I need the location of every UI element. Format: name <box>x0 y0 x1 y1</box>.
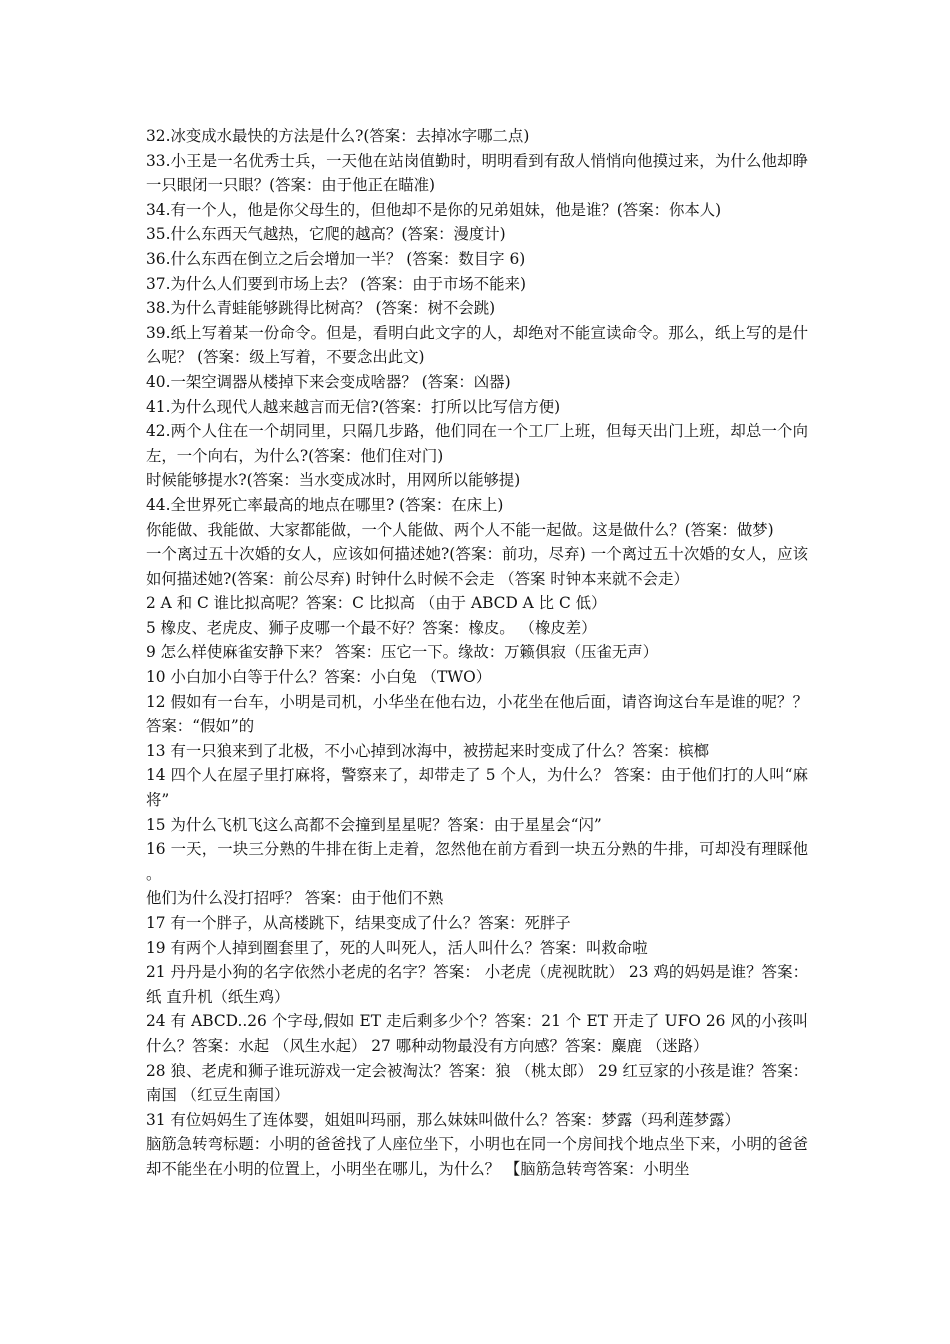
paragraph: 5 橡皮、老虎皮、狮子皮哪一个最不好？答案：橡皮。 （橡皮差） <box>146 618 597 637</box>
paragraph: 42.两个人住在一个胡同里，只隔几步路，他们同在一个工厂上班，但每天出门上班，却总一个向左，一个向右，为什么?(答案：他们住对门) <box>146 422 808 465</box>
paragraph: 10 小白加小白等于什么？答案：小白兔 （TWO） <box>146 668 492 687</box>
paragraph: 14 四个人在屋子里打麻将，警察来了，却带走了 5 个人，为什么？ 答案：由于他们打的人叫“麻将” <box>146 766 808 810</box>
paragraph: 2 A 和 C 谁比拟高呢？答案：C 比拟高 （由于 ABCD A 比 C 低） <box>146 594 607 613</box>
paragraph: 21 丹丹是小狗的名字依然小老虎的名字？答案： 小老虎（虎视眈眈） 23 鸡的妈妈是谁？答案：纸 直升机（纸生鸡） <box>146 963 808 1006</box>
paragraph: 时候能够提水?(答案：当水变成冰时，用网所以能够提) <box>146 471 521 490</box>
paragraph: 35.什么东西天气越热，它爬的越高？(答案：漫度计) <box>146 225 506 244</box>
paragraph: 39.纸上写着某一份命令。但是，看明白此文字的人，却绝对不能宣读命令。那么，纸上写的是什么呢？ (答案：级上写着，不要念出此文) <box>146 323 808 367</box>
paragraph: 13 有一只狼来到了北极，不小心掉到冰海中，被捞起来时变成了什么？答案：槟榔 <box>146 741 710 760</box>
paragraph: 34.有一个人，他是你父母生的，但他却不是你的兄弟姐妹，他是谁？(答案：你本人) <box>146 200 722 219</box>
paragraph: 41.为什么现代人越来越言而无信?(答案：打所以比写信方便) <box>146 397 561 416</box>
paragraph: 他们为什么没打招呼？ 答案：由于他们不熟 <box>146 889 444 908</box>
document-body <box>146 124 808 1182</box>
paragraph: 你能做、我能做、大家都能做，一个人能做、两个人不能一起做。这是做什么？(答案：做梦) <box>146 520 774 539</box>
paragraph: 12 假如有一台车，小明是司机，小华坐在他右边，小花坐在他后面，请咨询这台车是谁的呢？？ 答案：“假如”的 <box>146 692 808 736</box>
paragraph: 9 怎么样使麻雀安静下来？ 答案：压它一下。缘故：万籁俱寂（压雀无声） <box>146 643 659 662</box>
paragraph: 15 为什么飞机飞这么高都不会撞到星星呢？答案：由于星星会“闪” <box>146 815 602 834</box>
paragraph: 16 一天，一块三分熟的牛排在街上走着，忽然他在前方看到一块五分熟的牛排，可却没有理睬他。 <box>146 840 808 883</box>
paragraph: 33.小王是一名优秀士兵，一天他在站岗值勤时，明明看到有敌人悄悄向他摸过来，为什么他却睁一只眼闭一只眼？(答案：由于他正在瞄准) <box>146 151 808 195</box>
paragraph: 19 有两个人掉到圈套里了，死的人叫死人，活人叫什么？答案：叫救命啦 <box>146 938 648 957</box>
paragraph: 一个离过五十次婚的女人，应该如何描述她?(答案：前功，尽弃) 一个离过五十次婚的女人，应该如何描述她?(答案：前公尽弃) 时钟什么时候不会走 （答案 时钟本来就不会走） <box>146 545 808 588</box>
paragraph: 24 有 ABCD..26 个字母,假如 ET 走后剩多少个？答案：21 个 ET 开走了 UFO 26 风的小孩叫什么？答案：水起 （风生水起） 27 哪种动物最没有方向感？答案：麋鹿 （迷路） <box>146 1012 808 1055</box>
paragraph: 17 有一个胖子，从高楼跳下，结果变成了什么？答案：死胖子 <box>146 914 571 932</box>
paragraph: 38.为什么青蛙能够跳得比树高？ (答案：树不会跳) <box>146 299 496 318</box>
paragraph: 44.全世界死亡率最高的地点在哪里? (答案：在床上) <box>146 495 504 514</box>
paragraph: 36.什么东西在倒立之后会增加一半？ (答案：数目字 6) <box>146 249 526 268</box>
paragraph: 28 狼、老虎和狮子谁玩游戏一定会被淘汰？答案：狼 （桃太郎） 29 红豆家的小孩是谁？答案：南国 （红豆生南国） <box>146 1061 808 1105</box>
paragraph: 31 有位妈妈生了连体婴，姐姐叫玛丽，那么妹妹叫做什么？答案：梦露（玛利莲梦露） <box>146 1110 740 1129</box>
paragraph: 37.为什么人们要到市场上去？ (答案：由于市场不能来) <box>146 274 526 293</box>
paragraph: 32.冰变成水最快的方法是什么?(答案：去掉冰字哪二点) <box>146 127 530 145</box>
paragraph: 40.一架空调器从楼掉下来会变成啥器？ (答案：凶器) <box>146 372 511 391</box>
paragraph: 脑筋急转弯标题：小明的爸爸找了人座位坐下，小明也在同一个房间找个地点坐下来，小明的爸爸却不能坐在小明的位置上，小明坐在哪儿，为什么？ 【脑筋急转弯答案：小明坐 <box>146 1135 808 1178</box>
